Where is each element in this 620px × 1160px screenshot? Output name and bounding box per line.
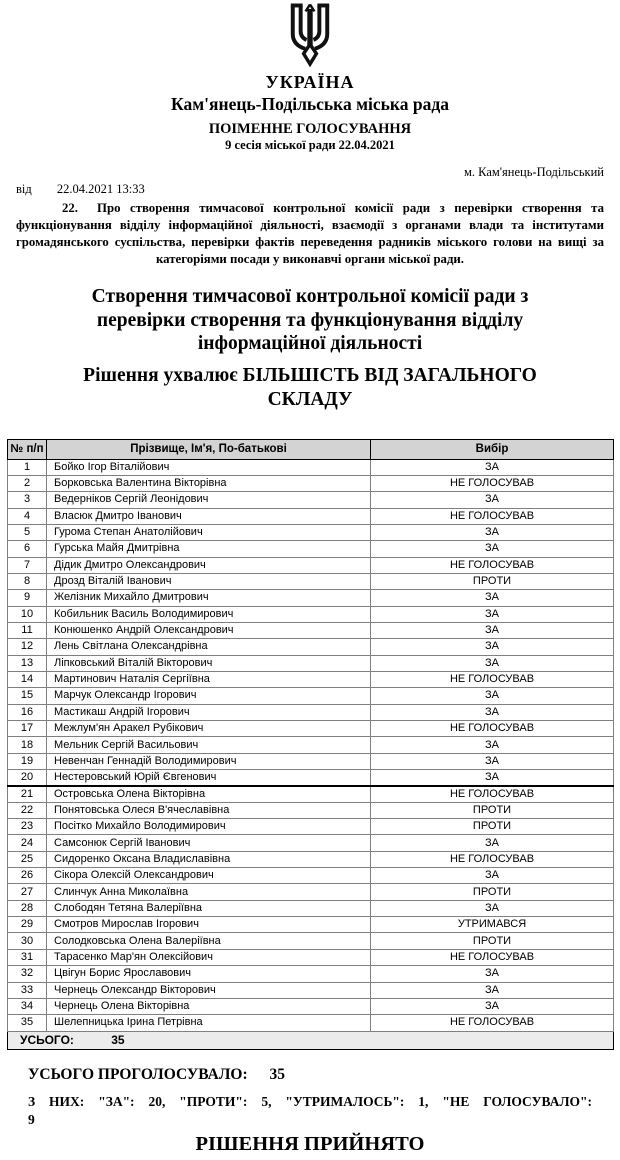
row-name: Шелепницька Ірина Петрівна	[47, 1015, 371, 1031]
row-vote: ЗА	[371, 998, 614, 1014]
row-vote: ЗА	[371, 982, 614, 998]
row-number: 16	[8, 704, 47, 720]
row-vote: ЗА	[371, 868, 614, 884]
document-type-title: ПОІМЕННЕ ГОЛОСУВАННЯ	[208, 121, 412, 137]
total-value: 35	[111, 1033, 125, 1048]
agenda-paragraph: 22. Про створення тимчасової контрольної комісії ради з перевірки створення та функціонування відділу інформаційної діяльності, взаємодії з органами влади та інститутами громадянського суспільства, перевірки фактів переведення радників міського голови на вищі за категоріями посади у виконавчі органи міської ради.	[16, 201, 604, 266]
row-vote: НЕ ГОЛОСУВАВ	[371, 949, 614, 965]
table-row	[8, 492, 614, 508]
row-number: 14	[8, 671, 47, 687]
row-name: Цвігун Борис Ярославович	[47, 966, 371, 982]
table-row	[8, 671, 614, 687]
row-number: 29	[8, 917, 47, 933]
row-name: Чернець Олександр Вікторович	[47, 982, 371, 998]
table-row	[8, 573, 614, 589]
table-row	[8, 851, 614, 867]
decision-rule-line: Рішення ухвалює БІЛЬШІСТЬ ВІД ЗАГАЛЬНОГО	[83, 364, 537, 386]
decision-title-line: Створення тимчасової контрольної комісії ради з	[91, 286, 529, 307]
row-vote: ЗА	[371, 524, 614, 540]
row-number: 11	[8, 622, 47, 638]
decision-title-line: перевірки створення та функціонування відділу	[96, 309, 524, 331]
breakdown-line2: 9	[28, 1111, 35, 1127]
table-row	[8, 606, 614, 622]
table-row	[8, 721, 614, 737]
row-name: Ліпковський Віталій Вікторович	[47, 655, 371, 671]
table-row	[8, 639, 614, 655]
table-row	[8, 786, 614, 802]
row-number: 31	[8, 949, 47, 965]
row-number: 3	[8, 492, 47, 508]
decision-title	[0, 285, 620, 356]
row-number: 18	[8, 737, 47, 753]
table-row	[8, 737, 614, 753]
row-vote: НЕ ГОЛОСУВАВ	[371, 1015, 614, 1031]
row-name: Дідик Дмитро Олександрович	[47, 557, 371, 573]
row-number: 26	[8, 868, 47, 884]
row-name: Лень Світлана Олександрівна	[47, 639, 371, 655]
row-number: 17	[8, 721, 47, 737]
table-row	[8, 917, 614, 933]
row-name: Понятовська Олеся В'ячеславівна	[47, 802, 371, 818]
row-vote: ПРОТИ	[371, 802, 614, 818]
row-name: Нестеровський Юрій Євгенович	[47, 770, 371, 786]
row-name: Смотров Мирослав Ігорович	[47, 917, 371, 933]
row-name: Сидоренко Оксана Владиславівна	[47, 851, 371, 867]
row-name: Конюшенко Андрій Олександрович	[47, 622, 371, 638]
row-name: Чернець Олена Вікторівна	[47, 998, 371, 1014]
row-vote: УТРИМАВСЯ	[371, 917, 614, 933]
table-row	[8, 1015, 614, 1031]
row-vote: ЗА	[371, 737, 614, 753]
row-name: Мастикаш Андрій Ігорович	[47, 704, 371, 720]
row-name: Сікора Олексій Олександрович	[47, 868, 371, 884]
row-number: 1	[8, 459, 47, 475]
column-header-number: № п/п	[8, 439, 47, 459]
table-header-row	[8, 439, 614, 459]
row-number: 2	[8, 475, 47, 491]
row-number: 32	[8, 966, 47, 982]
vote-breakdown	[0, 1093, 620, 1129]
row-number: 19	[8, 753, 47, 769]
total-voted-line	[0, 1065, 620, 1084]
row-vote: ПРОТИ	[371, 819, 614, 835]
table-row	[8, 819, 614, 835]
row-number: 5	[8, 524, 47, 540]
row-vote: ЗА	[371, 655, 614, 671]
row-vote: ЗА	[371, 835, 614, 851]
table-row	[8, 655, 614, 671]
table-row	[8, 508, 614, 524]
decision-title-line: інформаційної діяльності	[197, 333, 423, 354]
breakdown-line1: З НИХ: "ЗА": 20, "ПРОТИ": 5, "УТРИМАЛОСЬ": 1, "НЕ ГОЛОСУВАЛО":	[28, 1093, 592, 1109]
vote-table	[7, 439, 614, 1050]
row-name: Борковська Валентина Вікторівна	[47, 475, 371, 491]
council-title: Кам'янець-Подільська міська рада	[171, 94, 449, 114]
row-name: Ведерніков Сергій Леонідович	[47, 492, 371, 508]
country-title: УКРАЇНА	[265, 72, 355, 92]
row-number: 6	[8, 541, 47, 557]
row-number: 27	[8, 884, 47, 900]
row-vote: ЗА	[371, 541, 614, 557]
row-vote: ЗА	[371, 590, 614, 606]
row-vote: ЗА	[371, 753, 614, 769]
table-row	[8, 590, 614, 606]
row-vote: ЗА	[371, 606, 614, 622]
table-row	[8, 900, 614, 916]
table-row	[8, 459, 614, 475]
total-voted-label: УСЬОГО ПРОГОЛОСУВАЛО:	[28, 1065, 248, 1083]
row-vote: НЕ ГОЛОСУВАВ	[371, 721, 614, 737]
row-vote: ЗА	[371, 688, 614, 704]
row-number: 12	[8, 639, 47, 655]
row-vote: ЗА	[371, 770, 614, 786]
row-number: 22	[8, 802, 47, 818]
row-vote: НЕ ГОЛОСУВАВ	[371, 671, 614, 687]
table-row	[8, 688, 614, 704]
row-name: Тарасенко Мар'ян Олексійович	[47, 949, 371, 965]
row-number: 8	[8, 573, 47, 589]
date-label: від	[16, 182, 32, 196]
row-name: Гурома Степан Анатолійович	[47, 524, 371, 540]
row-number: 33	[8, 982, 47, 998]
datetime-value: 22.04.2021 13:33	[56, 182, 145, 196]
row-vote: ПРОТИ	[371, 884, 614, 900]
row-name: Посітко Михайло Володимирович	[47, 819, 371, 835]
table-row	[8, 835, 614, 851]
table-row	[8, 753, 614, 769]
table-row	[8, 868, 614, 884]
decision-rule-line: СКЛАДУ	[267, 388, 353, 410]
table-row	[8, 982, 614, 998]
row-vote: НЕ ГОЛОСУВАВ	[371, 851, 614, 867]
row-name: Межлум'ян Аракел Рубікович	[47, 721, 371, 737]
row-name: Слободян Тетяна Валеріївна	[47, 900, 371, 916]
table-row	[8, 557, 614, 573]
table-row	[8, 933, 614, 949]
session-subtitle: 9 сесія міської ради 22.04.2021	[225, 138, 395, 152]
decision-rule	[0, 364, 620, 412]
row-number: 24	[8, 835, 47, 851]
total-row	[8, 1031, 614, 1049]
row-number: 10	[8, 606, 47, 622]
row-number: 13	[8, 655, 47, 671]
table-row	[8, 622, 614, 638]
row-vote: ЗА	[371, 639, 614, 655]
row-name: Самсонюк Сергій Іванович	[47, 835, 371, 851]
row-number: 35	[8, 1015, 47, 1031]
place-line: м. Кам'янець-Подільський	[464, 165, 604, 179]
row-vote: НЕ ГОЛОСУВАВ	[371, 557, 614, 573]
total-voted-value: 35	[269, 1065, 286, 1083]
table-row	[8, 802, 614, 818]
row-name: Марчук Олександр Ігорович	[47, 688, 371, 704]
row-number: 28	[8, 900, 47, 916]
result-line: РІШЕННЯ ПРИЙНЯТО	[195, 1132, 425, 1155]
row-name: Бойко Ігор Віталійович	[47, 459, 371, 475]
table-row	[8, 541, 614, 557]
row-vote: ЗА	[371, 622, 614, 638]
row-vote: ЗА	[371, 459, 614, 475]
row-name: Слинчук Анна Миколаївна	[47, 884, 371, 900]
column-header-name: Прізвище, Ім'я, По-батькові	[47, 439, 371, 459]
row-number: 4	[8, 508, 47, 524]
row-vote: НЕ ГОЛОСУВАВ	[371, 508, 614, 524]
row-name: Островська Олена Вікторівна	[47, 786, 371, 802]
table-row	[8, 884, 614, 900]
row-number: 9	[8, 590, 47, 606]
row-name: Невенчан Геннадій Володимирович	[47, 753, 371, 769]
row-name: Желізник Михайло Дмитрович	[47, 590, 371, 606]
row-number: 30	[8, 933, 47, 949]
row-vote: ЗА	[371, 966, 614, 982]
row-number: 23	[8, 819, 47, 835]
row-name: Гурська Майя Дмитрівна	[47, 541, 371, 557]
table-row	[8, 966, 614, 982]
row-name: Мартинович Наталія Сергіївна	[47, 671, 371, 687]
row-vote: ПРОТИ	[371, 573, 614, 589]
total-cell	[8, 1031, 614, 1049]
row-number: 25	[8, 851, 47, 867]
ukraine-trident-icon	[285, 3, 335, 67]
table-row	[8, 524, 614, 540]
row-vote: ПРОТИ	[371, 933, 614, 949]
row-vote: ЗА	[371, 492, 614, 508]
date-line	[0, 182, 620, 197]
row-vote: ЗА	[371, 900, 614, 916]
row-name: Кобильник Василь Володимирович	[47, 606, 371, 622]
row-number: 20	[8, 770, 47, 786]
row-name: Власюк Дмитро Іванович	[47, 508, 371, 524]
row-vote: НЕ ГОЛОСУВАВ	[371, 786, 614, 802]
table-row	[8, 998, 614, 1014]
row-number: 15	[8, 688, 47, 704]
row-vote: НЕ ГОЛОСУВАВ	[371, 475, 614, 491]
table-row	[8, 949, 614, 965]
row-number: 7	[8, 557, 47, 573]
row-vote: ЗА	[371, 704, 614, 720]
vote-table-body	[8, 459, 614, 1031]
column-header-vote: Вибір	[371, 439, 614, 459]
row-name: Мельник Сергій Васильович	[47, 737, 371, 753]
total-label: УСЬОГО:	[20, 1033, 74, 1048]
table-row	[8, 770, 614, 786]
row-name: Солодковська Олена Валеріївна	[47, 933, 371, 949]
table-row	[8, 704, 614, 720]
row-name: Дрозд Віталій Іванович	[47, 573, 371, 589]
row-number: 34	[8, 998, 47, 1014]
table-row	[8, 475, 614, 491]
row-number: 21	[8, 786, 47, 802]
